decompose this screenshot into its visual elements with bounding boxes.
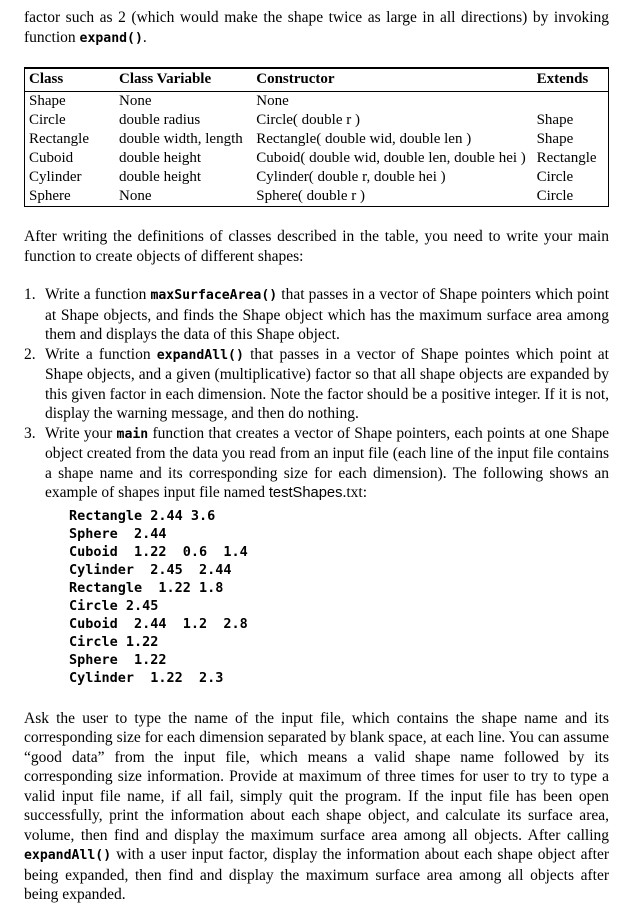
input-file-code-block bbox=[69, 507, 609, 687]
list-item-content bbox=[45, 345, 609, 424]
closing-paragraph bbox=[24, 709, 609, 905]
code-line: Cylinder 2.45 2.44 bbox=[69, 561, 232, 578]
inline-text: .txt: bbox=[342, 484, 368, 501]
table-header-cell: Extends bbox=[533, 68, 609, 92]
table-cell: Cylinder( double r, double hei ) bbox=[256, 169, 446, 185]
list-item bbox=[24, 424, 609, 691]
table-cell: Rectangle bbox=[536, 150, 597, 166]
inline-code-text: maxSurfaceArea() bbox=[150, 288, 278, 303]
table-cell: Cuboid( double wid, double len, double hei ) bbox=[256, 150, 526, 166]
table-cell: Sphere( double r ) bbox=[256, 188, 365, 204]
inline-text: Ask the user to type the name of the input file, which contains the shape name and its corresponding size for each dimension separated by blank space, at each line. You can assume “good data” from the input file, which means a valid shape name followed by its corresponding size information. Provide at maximum of three times for user to try to type a valid input file name, if all fail, simply quit the program. If the input file has been open successfully, print the information about each shape object, and calculate its surface area, volume, then find and display the maximum surface area among all objects. After calling bbox=[24, 709, 609, 844]
table-cell: Circle bbox=[536, 188, 574, 204]
table-cell bbox=[533, 92, 609, 112]
table-row bbox=[25, 149, 609, 168]
code-line: Rectangle 2.44 3.6 bbox=[69, 507, 216, 524]
table-cell: Sphere bbox=[29, 188, 71, 204]
list-item-content bbox=[45, 424, 609, 691]
inline-sans-text: testShapes bbox=[268, 485, 343, 501]
inline-text: Write a function bbox=[45, 345, 157, 363]
list-item-number: 2. bbox=[24, 345, 36, 363]
table-cell: Circle bbox=[536, 169, 574, 185]
inline-code-text: main bbox=[116, 426, 149, 442]
inline-text: function that creates a vector of Shape pointers, each points at one Shape object created from the data you read from an input file (each line of the input file contains a shape name and its corresponding size for each dimension). The following shows an example of shapes input file named bbox=[45, 424, 609, 501]
intro-paragraph bbox=[24, 8, 609, 48]
code-line: Sphere 2.44 bbox=[69, 525, 167, 542]
code-line: Rectangle 1.22 1.8 bbox=[69, 579, 224, 596]
inline-text: . bbox=[142, 28, 147, 46]
table-row bbox=[25, 111, 609, 130]
class-table-body bbox=[25, 92, 609, 207]
list-item-content bbox=[45, 285, 609, 345]
table-cell: Shape bbox=[536, 112, 574, 128]
task-list bbox=[24, 285, 609, 691]
inline-text: factor such as 2 (which would make the shape twice as large in all directions) by invoking function bbox=[24, 9, 609, 46]
table-row bbox=[25, 130, 609, 149]
table-cell: Cylinder bbox=[29, 169, 82, 185]
inline-code-text: expand() bbox=[79, 30, 143, 46]
table-header-cell: Class Variable bbox=[115, 68, 252, 92]
table-row bbox=[25, 168, 609, 187]
table-cell: double height bbox=[119, 169, 202, 185]
table-cell: None bbox=[256, 93, 289, 109]
table-header-cell: Constructor bbox=[252, 68, 532, 92]
code-line: Cylinder 1.22 2.3 bbox=[69, 669, 224, 686]
table-cell: Cuboid bbox=[29, 150, 74, 166]
class-table bbox=[24, 67, 609, 207]
table-cell: double radius bbox=[119, 112, 201, 128]
table-cell: Circle( double r ) bbox=[256, 112, 360, 128]
after-table-paragraph: After writing the definitions of classes described in the table, you need to write your main function to create objects of different shapes: bbox=[24, 228, 609, 265]
table-cell: double width, length bbox=[119, 131, 243, 147]
table-row bbox=[25, 92, 609, 112]
table-cell: None bbox=[119, 93, 152, 109]
code-line: Cuboid 1.22 0.6 1.4 bbox=[69, 543, 248, 560]
table-header-cell: Class bbox=[25, 68, 116, 92]
list-item bbox=[24, 345, 609, 424]
inline-text: that passes in a vector of Shape pointers which point at Shape objects, and finds the Shape object which has the maximum surface area among them and displays the data of this Shape object. bbox=[45, 286, 609, 343]
table-cell: Rectangle( double wid, double len ) bbox=[256, 131, 472, 147]
list-item-number: 3. bbox=[24, 424, 36, 442]
inline-text: Write a function bbox=[45, 286, 151, 303]
table-cell: double height bbox=[119, 150, 202, 166]
table-cell: Shape bbox=[536, 131, 574, 147]
inline-text: with a user input factor, display the information about each shape object after being expanded, then find and display the maximum surface area among all objects after being expanded. bbox=[24, 846, 609, 903]
table-cell: Circle bbox=[29, 112, 66, 128]
table-cell: None bbox=[119, 188, 152, 204]
inline-code-text: expandAll() bbox=[156, 347, 244, 363]
class-table-head bbox=[25, 68, 609, 92]
table-cell: Shape bbox=[29, 93, 66, 109]
table-header-row bbox=[25, 68, 609, 92]
inline-text: that passes in a vector of Shape pointes which point at Shape objects, and a given (multiplicative) factor so that all shape objects are expanded by this given factor in each dimension. Note the factor should be a positive integer. If it is not, display the warning message, and then do nothing. bbox=[45, 345, 609, 422]
code-line: Circle 1.22 bbox=[69, 633, 159, 650]
code-line: Cuboid 2.44 1.2 2.8 bbox=[69, 615, 248, 632]
table-cell: Rectangle bbox=[29, 131, 89, 147]
inline-code-text: expandAll() bbox=[24, 848, 112, 863]
table-row bbox=[25, 187, 609, 207]
code-line: Sphere 1.22 bbox=[69, 651, 167, 668]
list-item-number: 1. bbox=[24, 286, 36, 303]
code-line: Circle 2.45 bbox=[69, 597, 159, 614]
list-item bbox=[24, 285, 609, 345]
inline-text: Write your bbox=[45, 424, 117, 442]
